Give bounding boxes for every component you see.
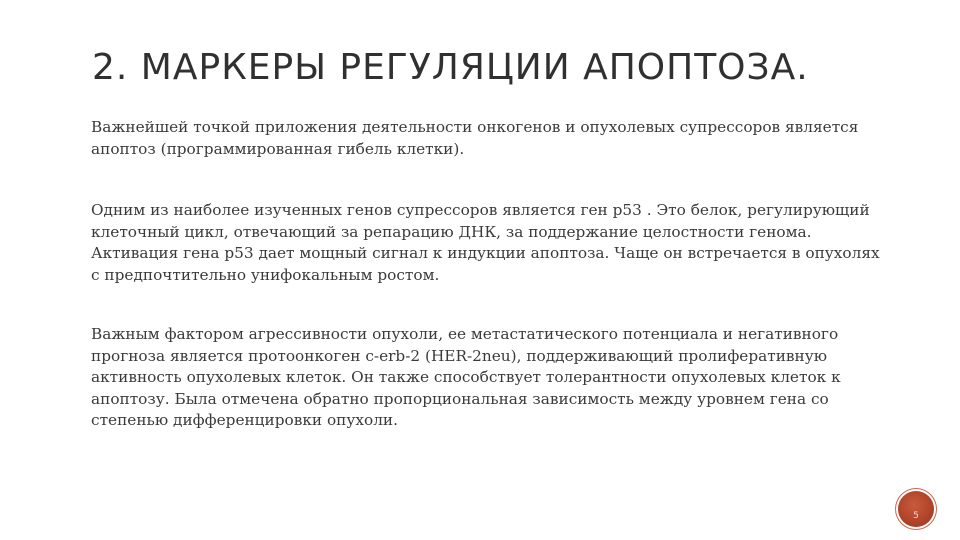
page-number-badge: 5 bbox=[898, 491, 934, 527]
slide-body bbox=[91, 117, 881, 432]
slide-title: 2. МАРКЕРЫ РЕГУЛЯЦИИ АПОПТОЗА. bbox=[92, 47, 809, 88]
paragraph-apoptosis-intro: Важнейшей точкой приложения деятельности онкогенов и опухолевых супрессоров является апоптоз (программированная гибель клетки). bbox=[91, 118, 859, 158]
paragraph-her2neu: Важным фактором агрессивности опухоли, ее метастатического потенциала и негативного прогноза является протоонкоген c-erb-2 (HER-2neu), поддерживающий пролиферативную активность опухолевых клеток. Он также способствует толерантности опухолевых клеток к апоптозу. Была отмечена обратно пропорциональная зависимость между уровнем гена со степенью дифференцировки опухоли. bbox=[91, 325, 841, 429]
paragraph-p53: Одним из наиболее изученных генов супрессоров является ген р53 . Это белок, регулирующий клеточный цикл, отвечающий за репарацию ДНК, за поддержание целостности генома. Активация гена р53 дает мощный сигнал к индукции апоптоза. Чаще он встречается в опухолях с предпочтительно унифокальным ростом. bbox=[91, 201, 880, 284]
